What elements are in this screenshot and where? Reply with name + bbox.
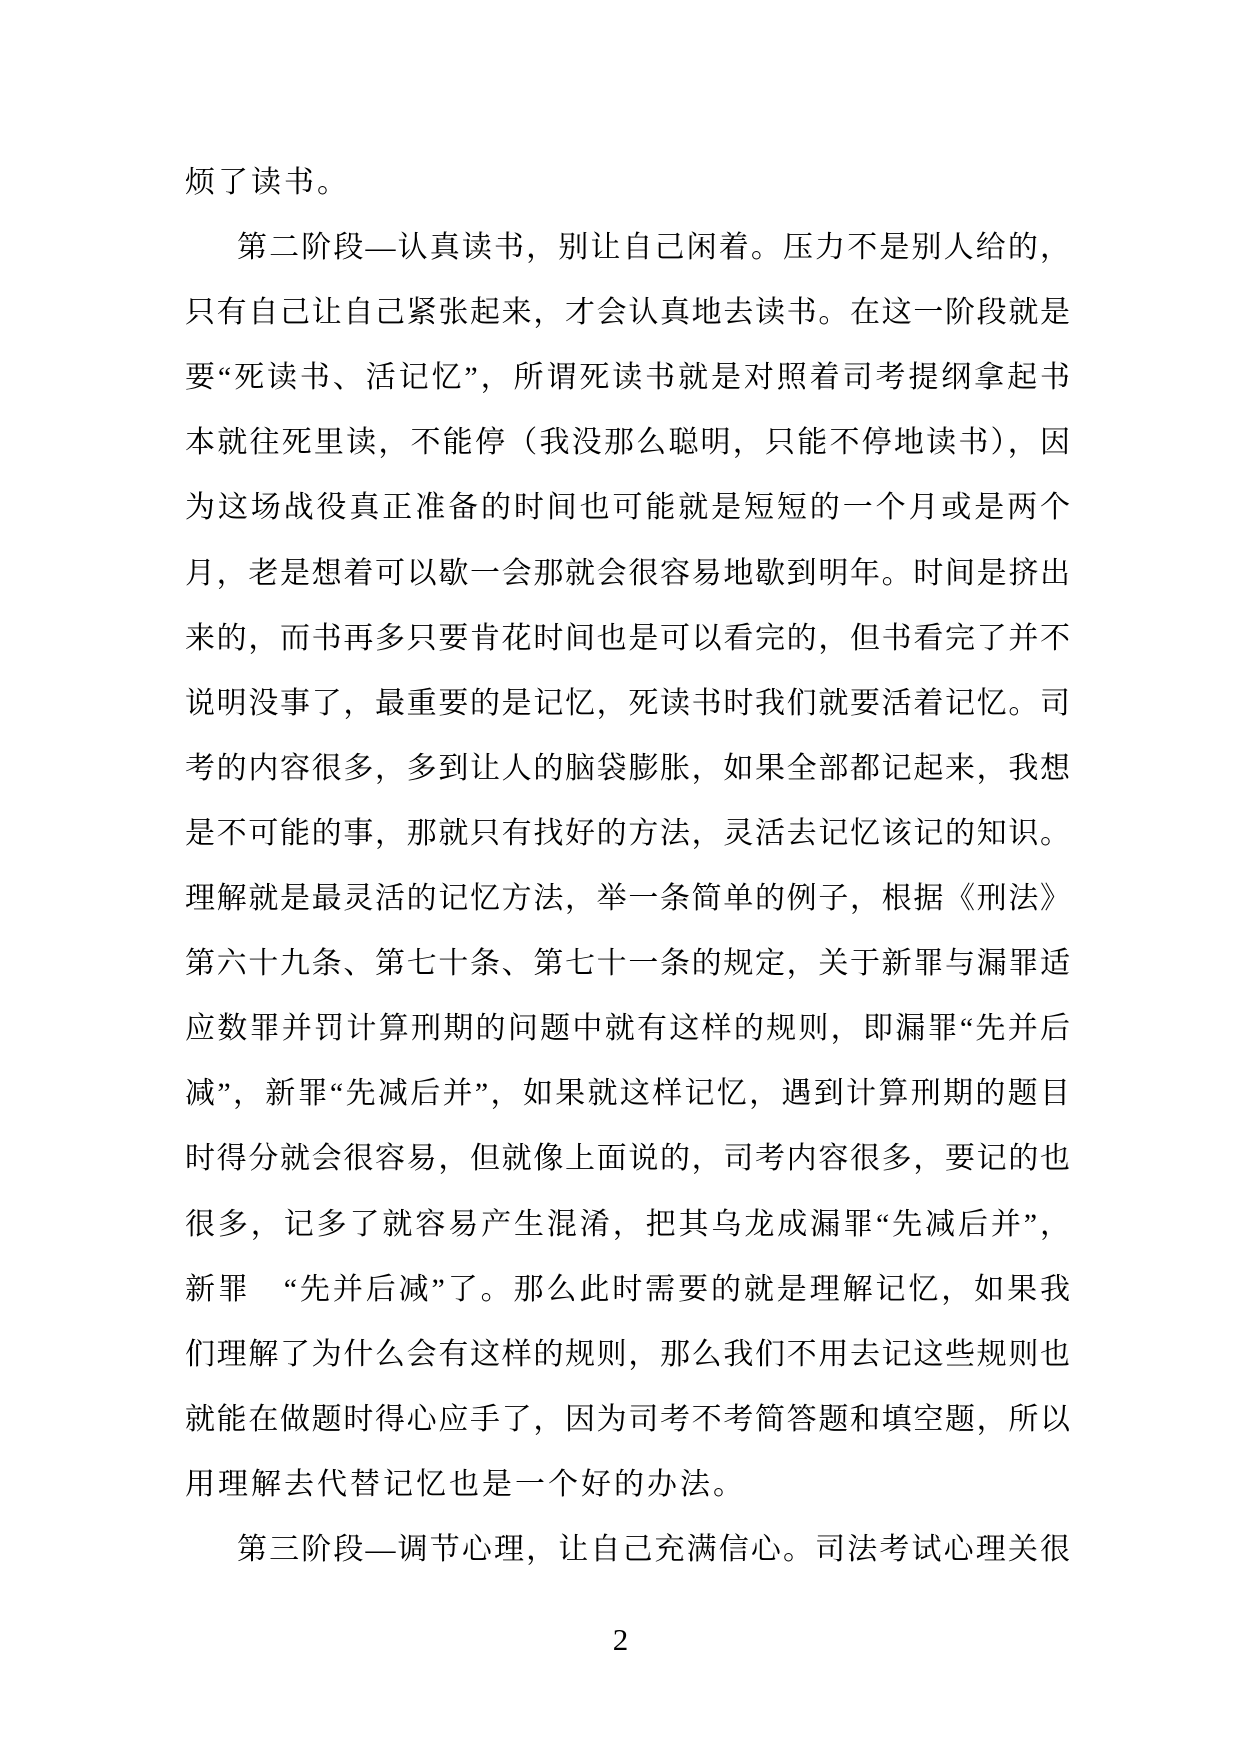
- text-line: 就能在做题时得心应手了，因为司考不考简答题和填空题，所以: [185, 1402, 1070, 1436]
- text-line: 要“死读书、活记忆”，所谓死读书就是对照着司考提纲拿起书: [185, 361, 1070, 395]
- text-line: 很多，记多了就容易产生混淆，把其乌龙成漏罪“先减后并”，: [185, 1207, 1070, 1241]
- page-number: 2: [612, 1622, 629, 1657]
- text-line: 烦了读书。: [185, 166, 350, 199]
- text-line: 考的内容很多，多到让人的脑袋膨胀，如果全部都记起来，我想: [185, 751, 1070, 785]
- text-line: 们理解了为什么会有这样的规则，那么我们不用去记这些规则也: [185, 1337, 1070, 1371]
- text-line: 本就往死里读，不能停（我没那么聪明，只能不停地读书），因: [185, 426, 1070, 460]
- text-line: 应数罪并罚计算刑期的问题中就有这样的规则，即漏罪“先并后: [185, 1012, 1070, 1046]
- text-line: 月，老是想着可以歇一会那就会很容易地歇到明年。时间是挤出: [185, 556, 1070, 590]
- text-line: 用理解去代替记忆也是一个好的办法。: [185, 1467, 746, 1501]
- page-body-text: [185, 150, 1070, 1582]
- text-line: 第二阶段—认真读书，别让自己闲着。压力不是别人给的，: [237, 231, 1070, 265]
- text-line: 说明没事了，最重要的是记忆，死读书时我们就要活着记忆。司: [185, 686, 1070, 720]
- text-line: 为这场战役真正准备的时间也可能就是短短的一个月或是两个: [185, 491, 1070, 525]
- text-line: 新罪 “先并后减”了。那么此时需要的就是理解记忆，如果我: [185, 1272, 1070, 1306]
- text-line: 来的，而书再多只要肯花时间也是可以看完的，但书看完了并不: [185, 621, 1070, 655]
- text-line: 只有自己让自己紧张起来，才会认真地去读书。在这一阶段就是: [185, 296, 1070, 330]
- text-line: 第三阶段—调节心理，让自己充满信心。司法考试心理关很: [237, 1532, 1070, 1566]
- text-line: 减”，新罪“先减后并”，如果就这样记忆，遇到计算刑期的题目: [185, 1077, 1070, 1111]
- text-line: 时得分就会很容易，但就像上面说的，司考内容很多，要记的也: [185, 1142, 1070, 1176]
- text-line: 理解就是最灵活的记忆方法，举一条简单的例子，根据《刑法》: [185, 882, 1070, 916]
- text-line: 第六十九条、第七十条、第七十一条的规定，关于新罪与漏罪适: [185, 947, 1070, 981]
- text-line: 是不可能的事，那就只有找好的方法，灵活去记忆该记的知识。: [185, 816, 1070, 850]
